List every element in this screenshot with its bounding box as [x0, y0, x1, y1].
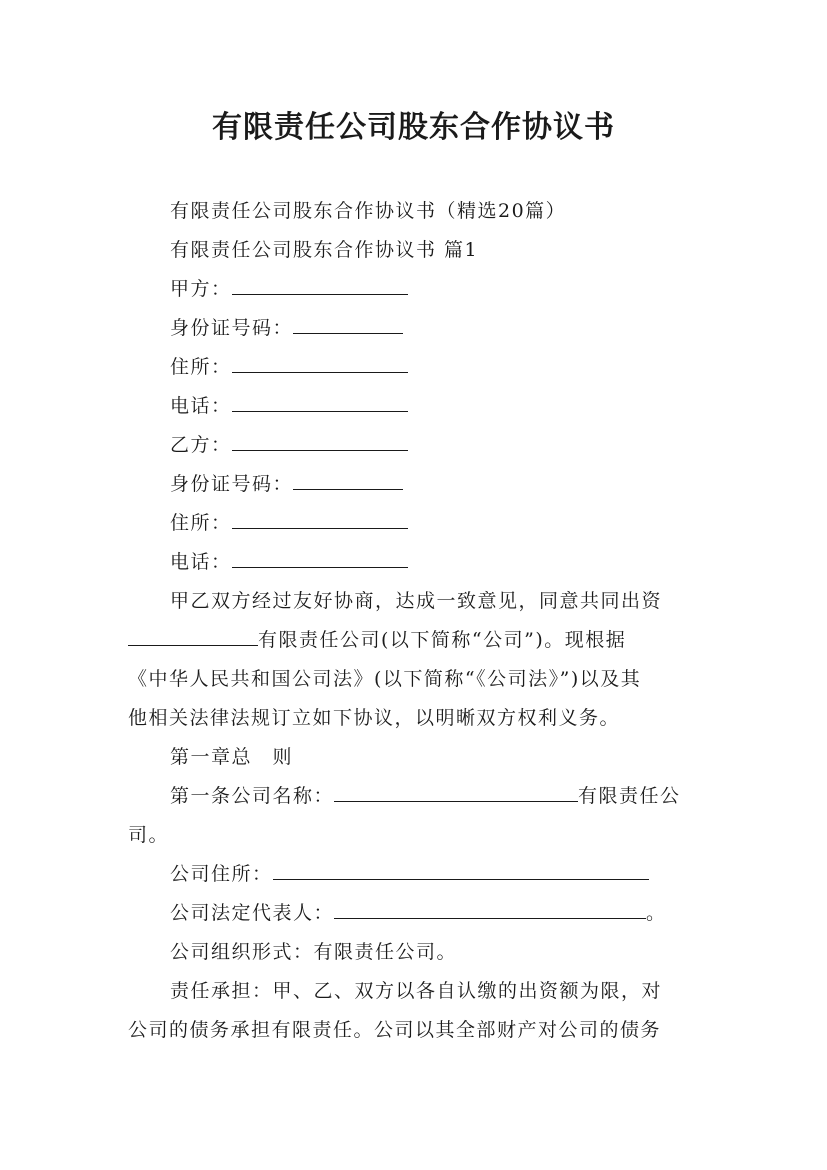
party-b-row [170, 432, 408, 458]
party-b-label: 乙方： [170, 434, 232, 456]
party-b-address-label: 住所： [170, 512, 232, 534]
party-a-id-row [170, 315, 403, 341]
article-1-row [170, 783, 681, 809]
party-a-phone-blank [232, 393, 408, 412]
legal-rep-label: 公司法定代表人： [170, 902, 335, 924]
company-name-blank [128, 627, 258, 646]
intro-line-3: 《中华人民共和国公司法》(以下简称“《公司法》”)以及其 [128, 668, 642, 690]
legal-rep-end: 。 [646, 902, 667, 924]
party-b-phone-blank [232, 549, 408, 568]
party-b-blank [232, 432, 408, 451]
party-a-address-row [170, 354, 408, 380]
party-a-blank [232, 276, 408, 295]
chapter-1-heading: 第一章总 则 [170, 746, 294, 768]
party-a-address-label: 住所： [170, 356, 232, 378]
party-a-id-label: 身份证号码： [170, 317, 294, 339]
party-b-phone-label: 电话： [170, 551, 232, 573]
party-a-label: 甲方： [170, 278, 232, 300]
party-b-address-blank [232, 510, 408, 529]
intro-line-2-text: 有限责任公司(以下简称“公司”)。现根据 [258, 629, 627, 651]
intro-line-1: 甲乙双方经过友好协商，达成一致意见，同意共同出资 [170, 590, 663, 612]
party-a-id-blank [293, 315, 403, 334]
party-a-phone-row [170, 393, 408, 419]
article-1-cont: 司。 [128, 824, 170, 846]
legal-rep-blank [334, 900, 646, 919]
document-title: 有限责任公司股东合作协议书 [212, 110, 615, 145]
document-subtitle: 有限责任公司股东合作协议书（精选20篇） [170, 200, 567, 222]
party-a-address-blank [232, 354, 408, 373]
party-b-id-label: 身份证号码： [170, 473, 294, 495]
article-1-blank [334, 783, 578, 802]
intro-line-2 [128, 627, 626, 653]
company-address-label: 公司住所： [170, 863, 273, 885]
company-address-row [170, 861, 649, 887]
legal-rep-row [170, 900, 667, 926]
party-a-phone-label: 电话： [170, 395, 232, 417]
article-1-label: 第一条公司名称： [170, 785, 335, 807]
liability-line-2: 公司的债务承担有限责任。公司以其全部财产对公司的债务 [128, 1019, 662, 1041]
company-form: 公司组织形式：有限责任公司。 [170, 941, 458, 963]
party-a-row [170, 276, 408, 302]
company-address-blank [273, 861, 649, 880]
party-b-address-row [170, 510, 408, 536]
section-heading: 有限责任公司股东合作协议书 篇1 [170, 239, 479, 261]
party-b-phone-row [170, 549, 408, 575]
liability-line-1: 责任承担：甲、乙、双方以各自认缴的出资额为限，对 [170, 980, 663, 1002]
party-b-id-blank [293, 471, 403, 490]
party-b-id-row [170, 471, 403, 497]
article-1-suffix: 有限责任公 [578, 785, 681, 807]
intro-line-4: 他相关法律法规订立如下协议，以明晰双方权利义务。 [128, 707, 621, 729]
